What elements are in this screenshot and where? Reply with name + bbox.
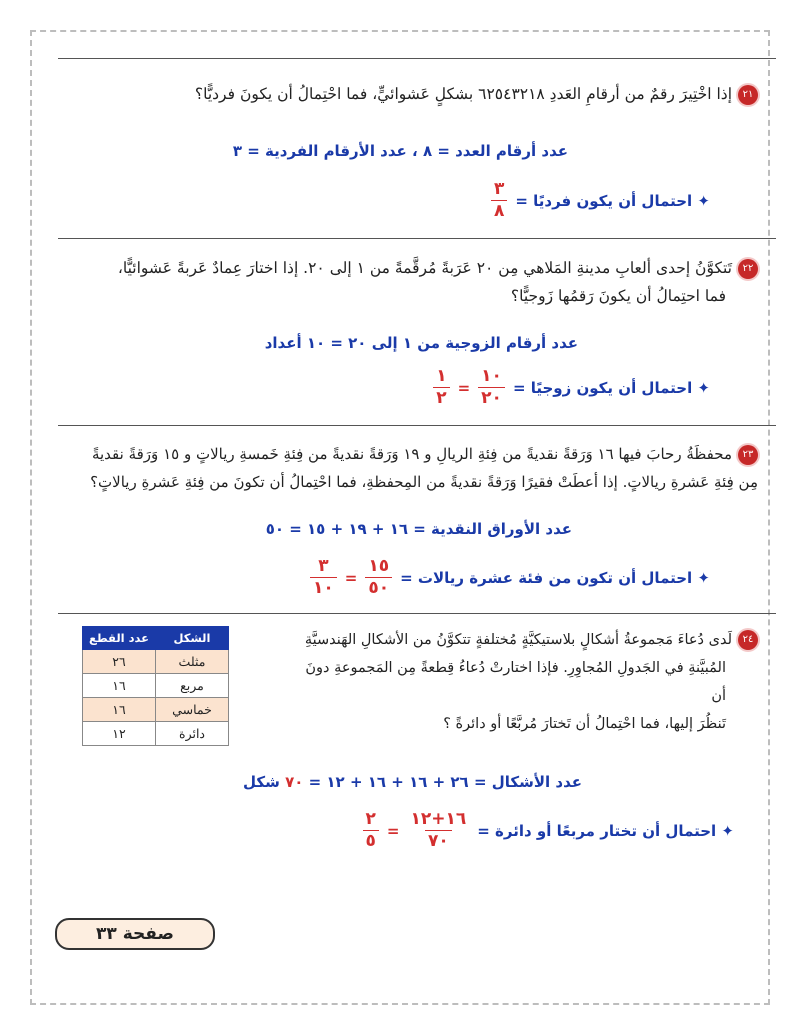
question-22 bbox=[58, 254, 758, 310]
table-header: الشكل bbox=[156, 627, 229, 650]
section-divider bbox=[58, 425, 776, 426]
table-row: دائرة ١٢ bbox=[83, 722, 229, 746]
question-text: إذا اخْتِيرَ رقمٌ من أرقامِ العَددِ ٦٢٥٤٣٢١٨ بشكلٍ عَشوائيٍّ، فما احْتِمالُ أن يكونَ فرديًّا؟ bbox=[194, 85, 732, 103]
question-number-badge: ٢٢ bbox=[738, 259, 758, 279]
question-text-line1: محفظَةُ رحابَ فيها ١٦ وَرَقةً نقديةً من فِئةِ الريالِ و ١٩ وَرَقةً نقديةً من فِئةِ خَمسةِ ريالاتٍ و ١٥ وَرَقةً نقديةً bbox=[91, 445, 732, 463]
answer-step-fraction: $\frac{١٦+١٢}{٧٠}$ bbox=[410, 809, 467, 851]
answer-fraction: $\frac{٣}{٨}$ bbox=[491, 180, 507, 221]
answer-label: ✦ احتمال أن تختار مربعًا أو دائرة = bbox=[477, 821, 734, 840]
shapes-table bbox=[82, 626, 229, 746]
section-divider bbox=[58, 613, 776, 614]
question-text-line2: المُبيَّنةِ في الجَدولِ المُجاوِرِ. فإذا اختارتْ دُعاءُ قِطعةً مِن المَجموعةِ دونَ أن bbox=[305, 660, 726, 704]
answer-fraction: $\frac{٢}{٥}$ bbox=[363, 810, 379, 851]
question-text-line2: مِن فِئةِ عَشرةِ ريالاتٍ. إذا أعطَتْ فقيرًا وَرَقةً نقديةً من المِحفظةِ، فما احْتِمالُ أن تكونَ من فِئةِ عَشرةِ ريالاتٍ؟ bbox=[90, 473, 758, 491]
answer-fraction: $\frac{١}{٢}$ bbox=[433, 367, 449, 408]
solution-22: عدد أرقام الزوجية من ١ إلى ٢٠ = ١٠ أعداد bbox=[264, 334, 578, 352]
answer-23: ✦ احتمال أن تكون من فئة عشرة ريالات = $\frac{١٥}{٥٠}$ = $\frac{٣}{١٠}$ bbox=[310, 557, 710, 598]
question-text-line2: فما احتِمالُ أن يكونَ رَقمُها زَوجيًّا؟ bbox=[510, 287, 726, 305]
answer-21 bbox=[491, 180, 710, 221]
table-header: عدد القطع bbox=[83, 627, 156, 650]
page-frame bbox=[30, 30, 770, 1005]
answer-step-fraction: $\frac{١٥}{٥٠}$ bbox=[365, 557, 392, 598]
question-number-badge: ٢٤ bbox=[738, 630, 758, 650]
question-number-badge: ٢١ bbox=[738, 85, 758, 105]
answer-22: ✦ احتمال أن يكون زوجيًا = $\frac{١٠}{٢٠}$ = $\frac{١}{٢}$ bbox=[433, 367, 710, 408]
question-text-line3: تَنظُرَ إليها، فما احْتِمالُ أن تَختارَ مُربَّعًا أو دائرةً ؟ bbox=[443, 716, 726, 732]
page-number-label: صفحة ٣٣ bbox=[55, 918, 215, 950]
solution-24: عدد الأشكال = ٢٦ + ١٦ + ١٦ + ١٢ = ٧٠ شكل bbox=[242, 773, 582, 791]
answer-24: ✦ احتمال أن تختار مربعًا أو دائرة = $\frac{١٦+١٢}{٧٠}$ = $\frac{٢}{٥}$ bbox=[363, 810, 734, 851]
question-text-line1: تَتكوَّنُ إحدى ألعابِ مدينةِ المَلاهي مِن ٢٠ عَرَبةً مُرقَّمةً من ١ إلى ٢٠. إذا اختارَ عِمادٌ عَربةً عَشوائيًّا، bbox=[117, 259, 732, 277]
question-23 bbox=[46, 440, 758, 496]
answer-label: ✦ احتمال أن تكون من فئة عشرة ريالات = bbox=[400, 568, 710, 587]
section-divider bbox=[58, 238, 776, 239]
question-21 bbox=[58, 80, 758, 108]
question-text-line1: لَدى دُعاءَ مَجموعةُ أشكالٍ بلاستيكيَّةٍ مُختلفةٍ تتكوَّنُ من الأشكالِ الهَندسيَّةِ bbox=[304, 632, 732, 648]
question-24 bbox=[288, 626, 758, 738]
answer-label: ✦ احتمال أن يكون زوجيًا = bbox=[512, 378, 710, 397]
table-row: مثلث ٢٦ bbox=[83, 650, 229, 674]
answer-step-fraction: $\frac{١٠}{٢٠}$ bbox=[478, 367, 505, 408]
solution-21: عدد أرقام العدد = ٨ ، عدد الأرقام الفردية = ٣ bbox=[232, 142, 568, 160]
table-row: خماسي ١٦ bbox=[83, 698, 229, 722]
answer-label: ✦ احتمال أن يكون فرديًا = bbox=[515, 191, 710, 210]
question-number-badge: ٢٣ bbox=[738, 445, 758, 465]
table-row: مربع ١٦ bbox=[83, 674, 229, 698]
solution-23: عدد الأوراق النقدية = ١٦ + ١٩ + ١٥ = ٥٠ bbox=[265, 520, 572, 538]
answer-fraction: $\frac{٣}{١٠}$ bbox=[310, 557, 337, 598]
table-header-row bbox=[83, 627, 229, 650]
section-divider bbox=[58, 58, 776, 59]
